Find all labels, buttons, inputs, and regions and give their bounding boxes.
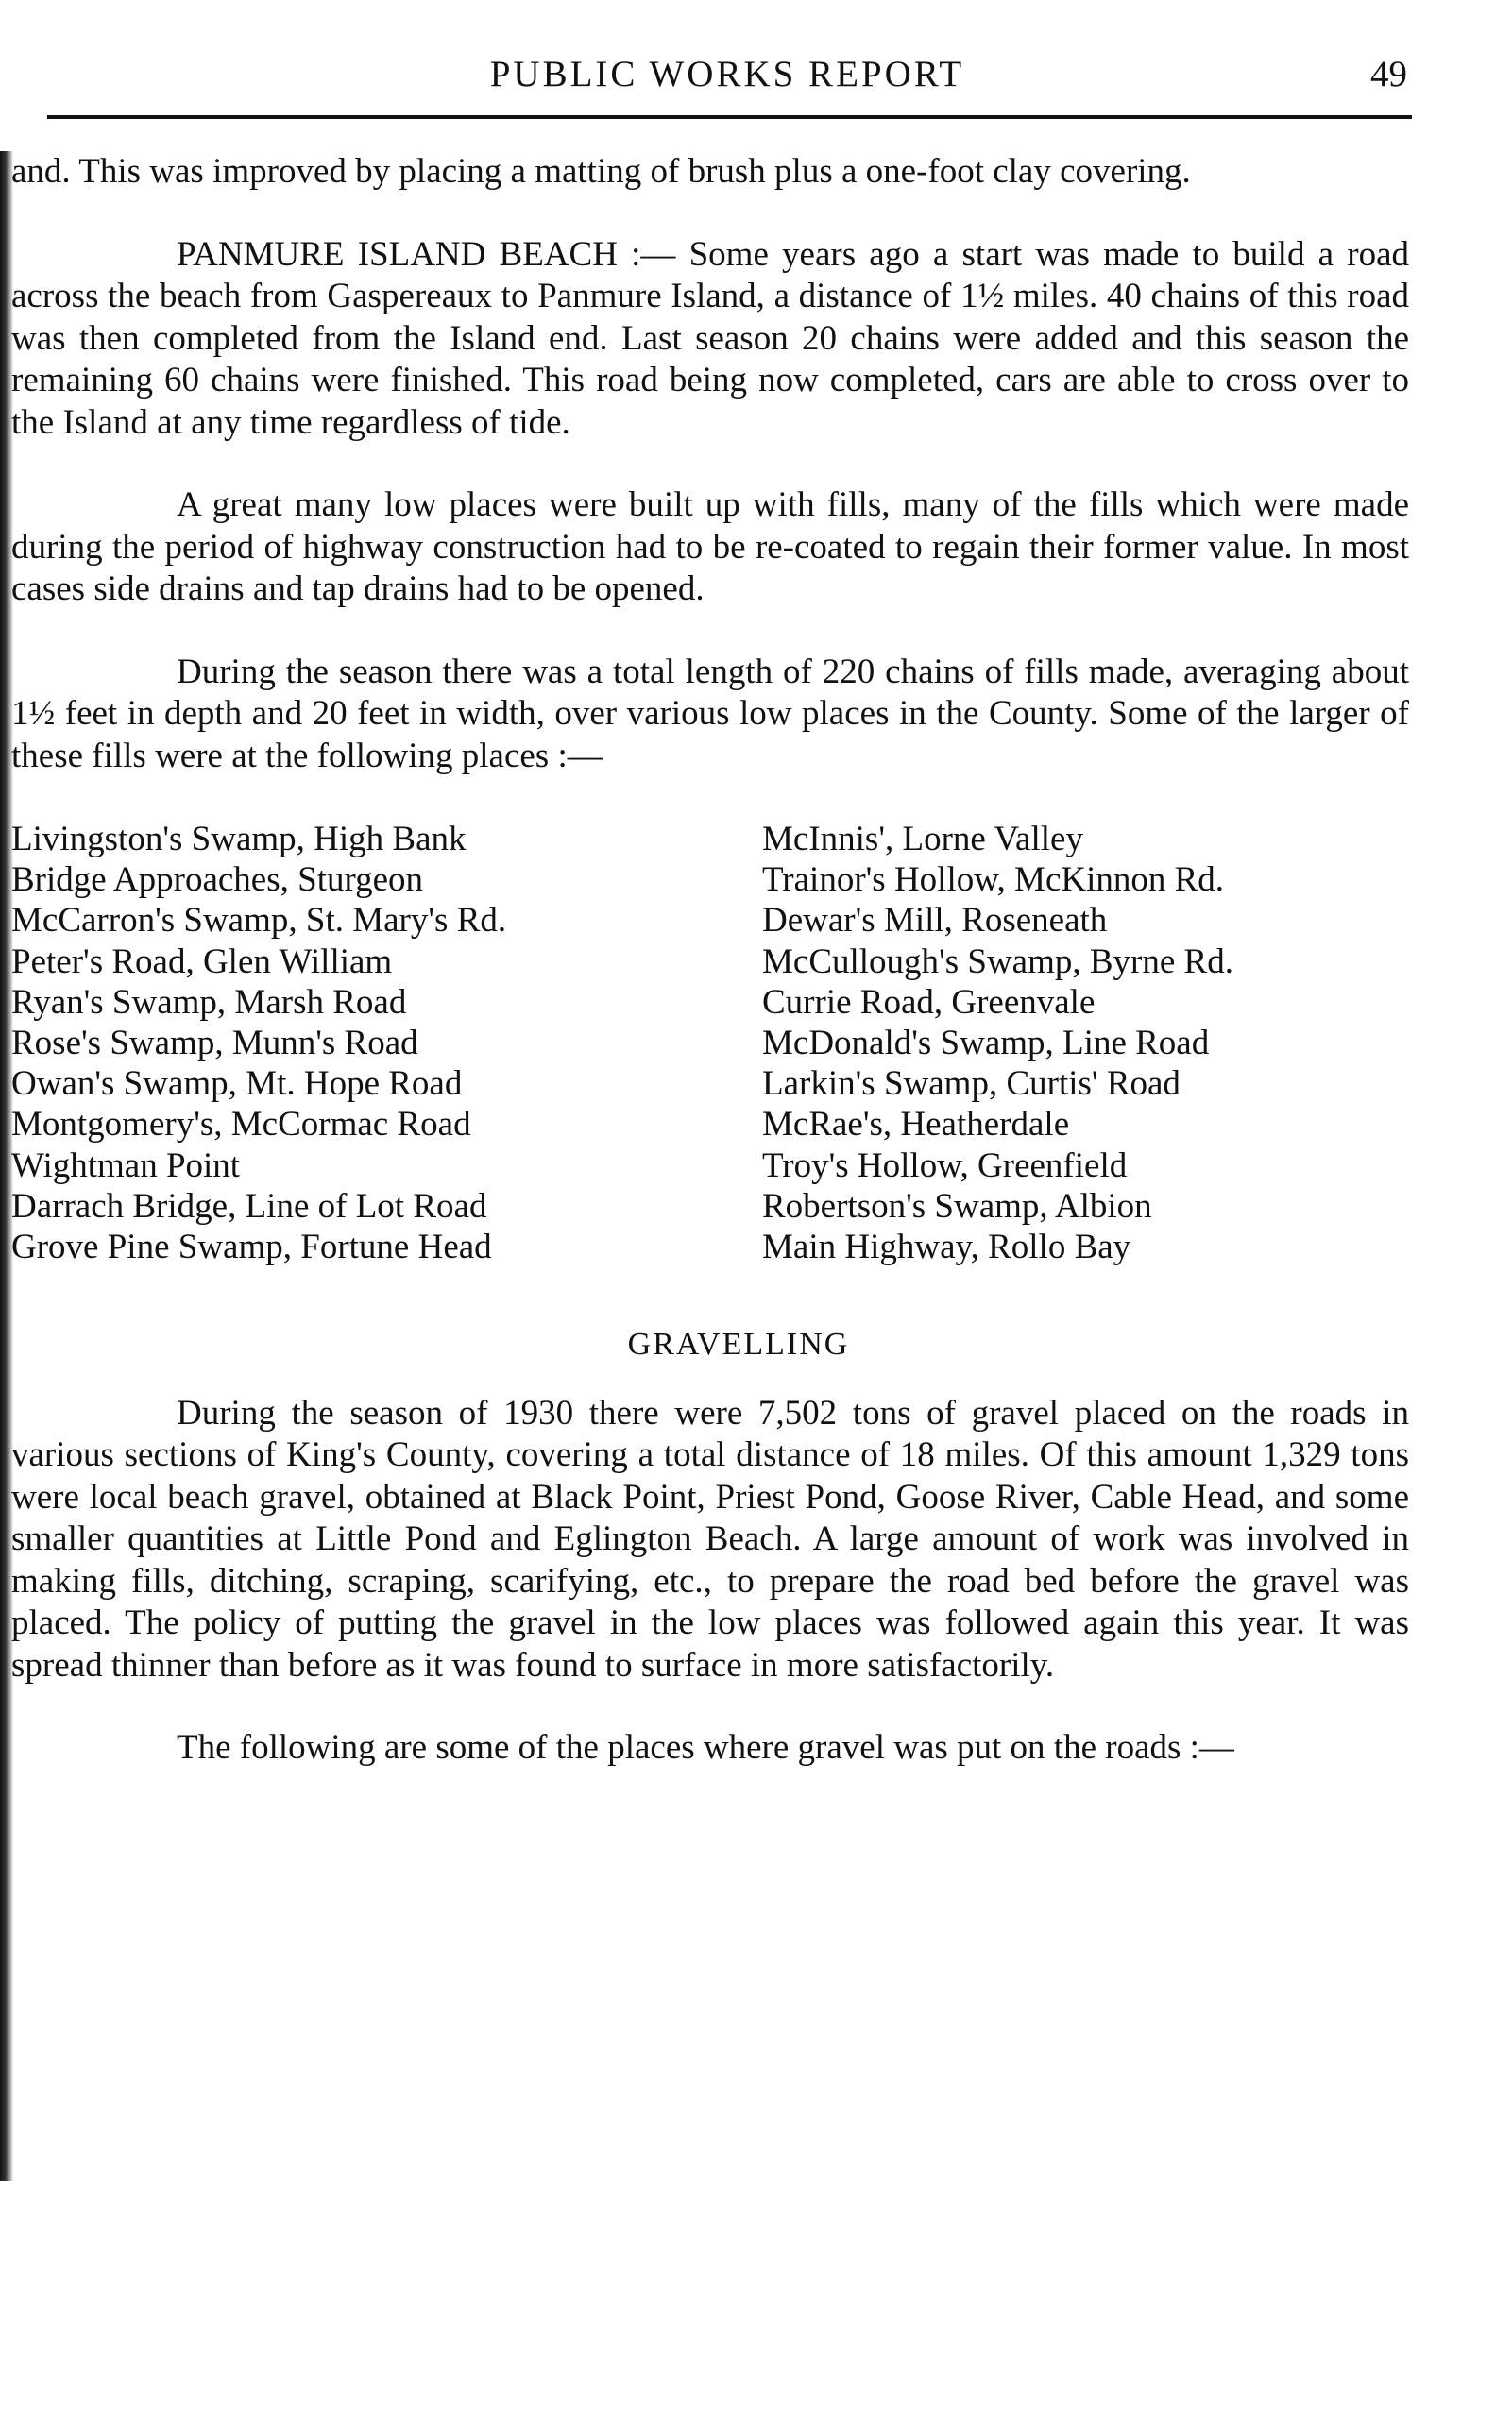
page-body <box>11 151 1409 1770</box>
list-item: Rose's Swamp, Munn's Road <box>11 1024 418 1063</box>
list-item: Dewar's Mill, Roseneath <box>762 901 1108 941</box>
list-item: Darrach Bridge, Line of Lot Road <box>11 1186 487 1226</box>
list-item: Owan's Swamp, Mt. Hope Road <box>11 1064 463 1104</box>
paragraph-intro: and. This was improved by placing a matting of brush plus a one-foot clay covering. <box>11 152 1191 191</box>
paragraph-fills: During the season there was a total length of 220 chains of fills made, averaging about 1½ feet in depth and 20 feet in width, over various low places in the County. Some of the larger of these fills were at the following places :— <box>11 652 1409 775</box>
paragraph-panmure: PANMURE ISLAND BEACH :— Some years ago a start was made to build a road across the beach from Gaspereaux to Panmure Island, a distance of 1½ miles. 40 chains of this road was then completed from the Island end. Last season 20 chains were added and this season the remaining 60 chains were finished. This road being now completed, cars are able to cross over to the Island at any time regardless of tide. <box>11 234 1409 442</box>
list-item: Ryan's Swamp, Marsh Road <box>11 982 407 1022</box>
list-item: McRae's, Heatherdale <box>762 1105 1070 1145</box>
list-item: McCullough's Swamp, Byrne Rd. <box>762 942 1233 981</box>
list-item: Robertson's Swamp, Albion <box>762 1186 1152 1226</box>
list-item: McCarron's Swamp, St. Mary's Rd. <box>11 901 507 941</box>
list-item: Bridge Approaches, Sturgeon <box>11 860 424 900</box>
paragraph-gravelling: During the season of 1930 there were 7,502 tons of gravel placed on the roads in various sections of King's County, covering a total distance of 18 miles. Of this amount 1,329 tons were local beach gravel, obtained at Black Point, Priest Pond, Goose River, Cable Head, and some smaller quantities at Little Pond and Eglington Beach. A large amount of work was involved in making fills, ditching, scraping, scarifying, etc., to prepare the road bed before the gravel was placed. The policy of putting the gravel in the low places was followed again this year. It was spread thinner than before as it was found to surface in more satisfactorily. <box>11 1393 1409 1685</box>
list-item: Montgomery's, McCormac Road <box>11 1105 471 1145</box>
places-left-column <box>11 819 762 1267</box>
places-right-column <box>762 819 1414 1267</box>
fill-places-list <box>11 819 1409 1267</box>
list-item: McDonald's Swamp, Line Road <box>762 1024 1210 1063</box>
list-item: Livingston's Swamp, High Bank <box>11 820 467 858</box>
list-item: Larkin's Swamp, Curtis' Road <box>762 1064 1181 1104</box>
list-item: Wightman Point <box>11 1145 241 1185</box>
list-item: McInnis', Lorne Valley <box>762 820 1083 858</box>
list-item: Grove Pine Swamp, Fortune Head <box>11 1228 492 1267</box>
list-item: Troy's Hollow, Greenfield <box>762 1145 1128 1185</box>
paragraph-low-places: A great many low places were built up with fills, many of the fills which were made during the period of highway construction had to be re-coated to regain their former value. In most cases side drains and tap drains had to be opened. <box>11 485 1409 608</box>
section-heading-gravelling: GRAVELLING <box>627 1327 850 1363</box>
paragraph-closing: The following are some of the places where gravel was put on the roads :— <box>177 1728 1234 1768</box>
list-item: Trainor's Hollow, McKinnon Rd. <box>762 860 1225 900</box>
header-rule <box>47 115 1412 119</box>
page-header <box>47 53 1407 110</box>
list-item: Main Highway, Rollo Bay <box>762 1228 1131 1267</box>
running-title: PUBLIC WORKS REPORT <box>489 54 965 94</box>
list-item: Peter's Road, Glen William <box>11 942 393 981</box>
page-number: 49 <box>1370 54 1407 94</box>
list-item: Currie Road, Greenvale <box>762 982 1096 1022</box>
